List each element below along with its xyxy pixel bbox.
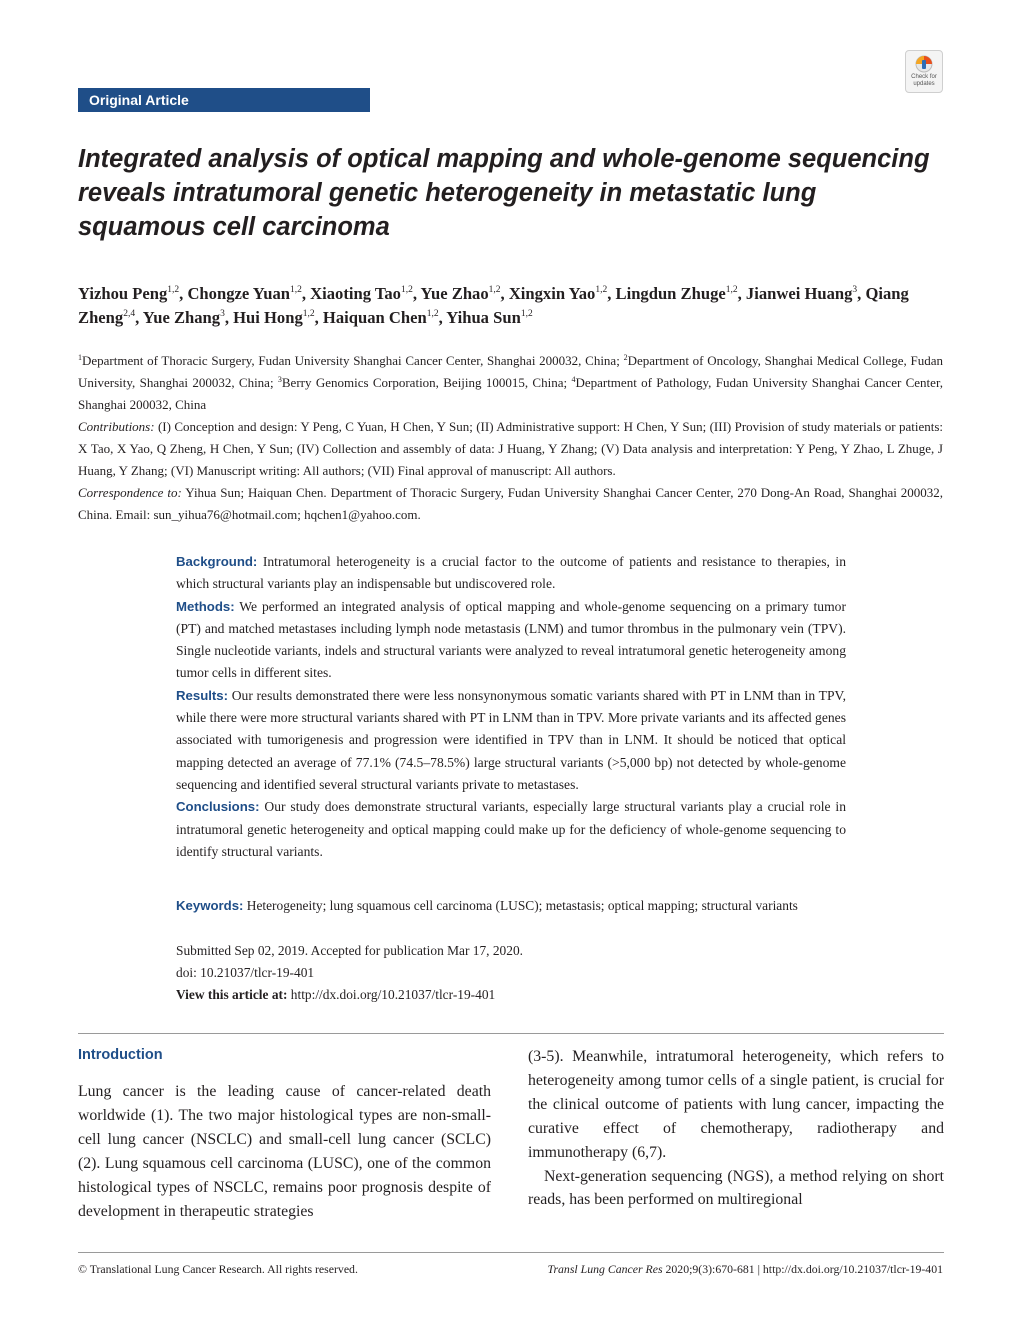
author-affiliation-sup: 1,2 bbox=[426, 308, 439, 319]
aff-sup-1: 1 bbox=[78, 353, 82, 362]
background-label: Background: bbox=[176, 554, 258, 569]
author-name: Chongze Yuan bbox=[187, 284, 290, 303]
contributions-text: (I) Conception and design: Y Peng, C Yuan, H Chen, Y Sun; (II) Administrative support: H Chen, Y Sun; (III) Provision of study materials or patients: X Tao, X Yao, Q Zheng, H Chen, Y Sun; (IV) Collection and assembly of data: J Huang, Y Zhang; (V) Data analysis and interpretation: Y Peng, Y Zhao, L Zhuge, J Huang, Y Zhang; (VI) Manuscript writing: All authors; (VII) Final approval of manuscript: All authors. bbox=[78, 419, 943, 478]
contributions-label: Contributions: bbox=[78, 419, 155, 434]
view-article-label: View this article at: bbox=[176, 987, 288, 1002]
results-text: Our results demonstrated there were less nonsynonymous somatic variants shared with PT in LNM than in TPV, while there were more structural variants shared with PT in LNM than in TPV. More private variants and its affected genes associated with tumorigenesis and progression were identified in TPV than in LNM. It should be noticed that optical mapping detected an average of 77.1% (74.5–78.5%) large structural variants (>5,000 bp) not detected by whole-genome sequencing and identified several structural variants private to metastases. bbox=[176, 687, 846, 792]
author-name: Qiang Zheng bbox=[78, 284, 909, 327]
introduction-heading: Introduction bbox=[78, 1047, 163, 1063]
aff-sup-2: 2 bbox=[623, 353, 628, 362]
author-name: Yizhou Peng bbox=[78, 284, 168, 303]
author-name: Xiaoting Tao bbox=[310, 284, 401, 303]
methods-text: We performed an integrated analysis of optical mapping and whole-genome sequencing on a primary tumor (PT) and matched metastases including lymph node metastasis (LNM) and tumor thrombus in the pulmonary vein (TPV). Single nucleotide variants, indels and structural variants were analyzed to reveal intratumoral genetic heterogeneity among tumor cells in different sites. bbox=[176, 598, 846, 681]
author-separator: , bbox=[224, 307, 234, 327]
author-separator: , bbox=[607, 284, 616, 303]
author-affiliation-sup: 1,2 bbox=[167, 285, 180, 295]
footer-citation bbox=[480, 1262, 943, 1277]
author-name: Jianwei Huang bbox=[745, 284, 853, 303]
affiliation-2: Department of Oncology, Shanghai Medical College, Fudan University, Shanghai 200032, China; bbox=[78, 353, 944, 390]
author-separator: , bbox=[500, 284, 509, 303]
author-affiliation-sup: 1,2 bbox=[520, 308, 533, 319]
author-separator: , bbox=[412, 284, 421, 303]
author-name: Lingdun Zhuge bbox=[615, 284, 726, 303]
view-article bbox=[176, 984, 856, 1006]
footer-journal: Transl Lung Cancer Res bbox=[547, 1262, 663, 1276]
article-title: Integrated analysis of optical mapping and whole-genome sequencing reveals intratumoral genetic heterogeneity in metastatic lung squamous cell carcinoma bbox=[78, 145, 930, 241]
keywords-text: Heterogeneity; lung squamous cell carcinoma (LUSC); metastasis; optical mapping; structural variants bbox=[243, 898, 798, 913]
affiliations-block bbox=[78, 350, 943, 526]
intro-left-column bbox=[78, 1080, 491, 1223]
affiliation-1: Department of Thoracic Surgery, Fudan University Shanghai Cancer Center, Shanghai 200032, China; bbox=[82, 353, 624, 368]
abstract-methods bbox=[176, 596, 846, 685]
author-separator: , bbox=[438, 307, 447, 327]
keywords bbox=[176, 896, 856, 916]
article-meta bbox=[176, 940, 856, 1006]
author-name: Xingxin Yao bbox=[508, 284, 596, 303]
author-name: Hui Hong bbox=[233, 307, 303, 327]
author-name: Yihua Sun bbox=[446, 307, 521, 327]
abstract bbox=[176, 551, 846, 863]
author-name: Yue Zhang bbox=[142, 307, 221, 327]
author-affiliation-sup: 2,4 bbox=[123, 308, 136, 319]
affiliation-4: Department of Pathology, Fudan University Shanghai Cancer Center, Shanghai 200032, China bbox=[78, 375, 943, 412]
results-label: Results: bbox=[176, 687, 229, 703]
author-affiliation-sup: 1,2 bbox=[400, 285, 413, 295]
author-affiliation-sup: 3 bbox=[220, 308, 225, 319]
doi: doi: 10.21037/tlcr-19-401 bbox=[176, 965, 315, 980]
author-affiliation-sup: 1,2 bbox=[289, 285, 302, 295]
author-affiliation-sup: 1,2 bbox=[488, 285, 501, 295]
methods-label: Methods: bbox=[176, 598, 235, 614]
contributions bbox=[78, 416, 943, 482]
intro-paragraph-2: (3-5). Meanwhile, intratumoral heterogeneity, which refers to heterogeneity among tumor cells of a single patient, is crucial for the clinical outcome of patients with lung cancer, impacting the curative effect of chemotherapy, radiotherapy and immunotherapy (6,7). bbox=[528, 1048, 944, 1161]
author-separator: , bbox=[179, 284, 188, 303]
aff-sup-3: 3 bbox=[277, 375, 282, 384]
intro-right-column bbox=[528, 1045, 944, 1212]
affiliation-3: Berry Genomics Corporation, Beijing 100015, China; bbox=[281, 375, 572, 390]
article-type-label: Original Article bbox=[89, 92, 189, 108]
affiliation-list bbox=[78, 350, 943, 416]
correspondence-text: Yihua Sun; Haiquan Chen. Department of Thoracic Surgery, Fudan University Shanghai Cancer Center, 270 Dong-An Road, Shanghai 200032, China. Email: sun_yihua76@hotmail.com; hqchen1@yahoo.com. bbox=[78, 485, 944, 522]
footer-copyright: © Translational Lung Cancer Research. All rights reserved. bbox=[78, 1262, 358, 1276]
check-for-updates-label: Check for updates bbox=[911, 74, 937, 87]
background-text: Intratumoral heterogeneity is a crucial factor to the outcome of patients and resistance to therapies, in which structural variants play an indispensable but undiscovered role. bbox=[176, 554, 846, 592]
author-separator: , bbox=[857, 284, 866, 303]
check-for-updates-icon bbox=[914, 54, 934, 74]
view-article-link[interactable]: http://dx.doi.org/10.21037/tlcr-19-401 bbox=[287, 987, 496, 1002]
intro-paragraph-1: Lung cancer is the leading cause of cancer-related death worldwide (1). The two major histological types are non-small-cell lung cancer (NSCLC) and small-cell lung cancer (SCLC) (2). Lung squamous cell carcinoma (LUSC), one of the common histological types of NSCLC, remains poor prognosis despite of development in therapeutic strategies bbox=[78, 1083, 491, 1220]
intro-paragraph-3: Next-generation sequencing (NGS), a method relying on short reads, has been performed on multiregional bbox=[528, 1167, 944, 1209]
conclusions-label: Conclusions: bbox=[176, 799, 260, 815]
abstract-background bbox=[176, 551, 846, 596]
author-separator: , bbox=[301, 284, 311, 303]
author-separator: , bbox=[737, 284, 746, 303]
keywords-label: Keywords: bbox=[176, 898, 244, 913]
footer-citation-text: 2020;9(3):670-681 | http://dx.doi.org/10.21037/tlcr-19-401 bbox=[662, 1262, 943, 1276]
abstract-conclusions bbox=[176, 796, 846, 863]
aff-sup-4: 4 bbox=[571, 375, 576, 384]
correspondence bbox=[78, 482, 943, 526]
submission-dates: Submitted Sep 02, 2019. Accepted for publication Mar 17, 2020. bbox=[176, 943, 523, 958]
author-name: Haiquan Chen bbox=[322, 307, 427, 327]
author-name: Yue Zhao bbox=[420, 284, 489, 303]
author-separator: , bbox=[314, 307, 323, 327]
section-divider bbox=[78, 1033, 944, 1034]
footer-divider bbox=[78, 1252, 944, 1253]
conclusions-text: Our study does demonstrate structural variants, especially large structural variants play a crucial role in intratumoral genetic heterogeneity and optical mapping could make up for the deficiency of whole-genome sequencing to identify structural variants. bbox=[176, 799, 846, 859]
author-affiliation-sup: 1,2 bbox=[302, 308, 315, 319]
article-type-badge bbox=[78, 88, 370, 112]
author-affiliation-sup: 1,2 bbox=[725, 285, 738, 295]
author-separator: , bbox=[135, 307, 143, 327]
abstract-results bbox=[176, 685, 846, 796]
author-affiliation-sup: 1,2 bbox=[595, 285, 608, 295]
author-list bbox=[78, 282, 958, 329]
author-affiliation-sup: 3 bbox=[852, 285, 858, 295]
check-for-updates-button[interactable] bbox=[905, 50, 943, 93]
correspondence-label: Correspondence to: bbox=[78, 485, 182, 500]
